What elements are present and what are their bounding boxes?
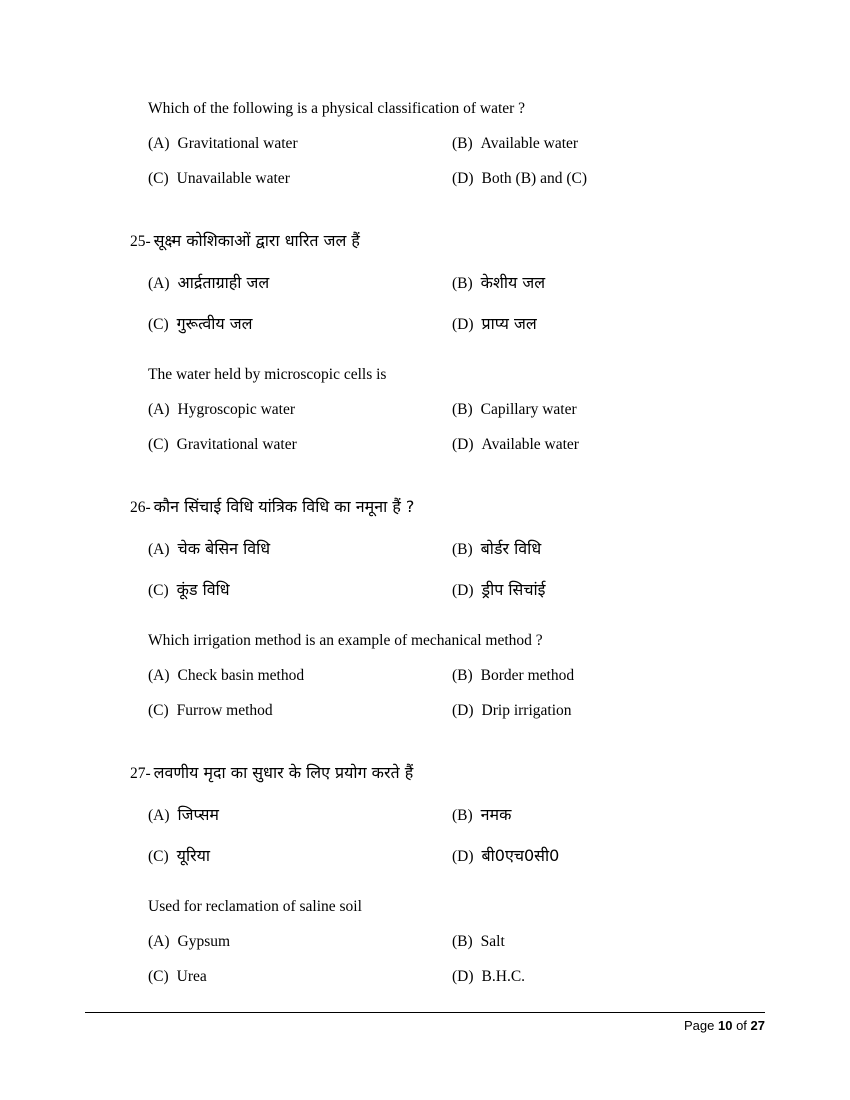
option-label: (D) <box>452 436 474 453</box>
option-label: (A) <box>148 667 170 684</box>
option-label: (A) <box>148 401 170 418</box>
option-c <box>148 844 452 869</box>
question-text: Which irrigation method is an example of mechanical method ? <box>148 632 543 649</box>
option-text: ड्रीप सिचांई <box>481 580 546 599</box>
option-label: (B) <box>452 541 473 558</box>
question-line <box>130 761 780 786</box>
options-grid <box>148 271 780 337</box>
options-grid <box>148 665 780 721</box>
option-text: Gypsum <box>177 933 231 950</box>
question-block-26-hindi <box>130 495 780 603</box>
option-label: (A) <box>148 933 170 950</box>
option-label: (C) <box>148 968 169 985</box>
option-label: (B) <box>452 401 473 418</box>
question-block-26-english <box>148 630 780 721</box>
option-label: (D) <box>452 170 474 187</box>
option-c <box>148 168 452 189</box>
question-line <box>130 229 780 254</box>
option-label: (C) <box>148 848 169 865</box>
option-c <box>148 700 452 721</box>
option-label: (C) <box>148 436 169 453</box>
question-number: 25- <box>130 233 151 250</box>
option-label: (A) <box>148 275 170 292</box>
options-grid <box>148 537 780 603</box>
option-label: (C) <box>148 702 169 719</box>
option-label: (C) <box>148 316 169 333</box>
option-d <box>452 312 780 337</box>
option-text: चेक बेसिन विधि <box>177 539 271 558</box>
option-d <box>452 966 780 987</box>
option-text: Check basin method <box>177 667 305 684</box>
option-label: (A) <box>148 807 170 824</box>
option-label: (A) <box>148 541 170 558</box>
page-footer <box>85 1012 765 1033</box>
option-text: बी0एच0सी0 <box>481 846 560 865</box>
option-text: गुरूत्वीय जल <box>176 314 253 333</box>
option-text: B.H.C. <box>481 968 526 985</box>
options-grid <box>148 803 780 869</box>
option-label: (B) <box>452 807 473 824</box>
question-block-25-hindi <box>130 229 780 337</box>
options-grid <box>148 931 780 987</box>
question-paper-content <box>130 98 780 987</box>
question-text: The water held by microscopic cells is <box>148 366 387 383</box>
option-a <box>148 133 452 154</box>
option-b <box>452 399 780 420</box>
option-a <box>148 537 452 562</box>
option-b <box>452 931 780 952</box>
question-block-25-english <box>148 364 780 455</box>
option-text: Hygroscopic water <box>177 401 296 418</box>
option-text: बोर्डर विधि <box>480 539 542 558</box>
option-text: Unavailable water <box>176 170 290 187</box>
option-label: (D) <box>452 848 474 865</box>
question-number: 27- <box>130 765 151 782</box>
option-b <box>452 537 780 562</box>
option-text: Both (B) and (C) <box>481 170 588 187</box>
option-d <box>452 844 780 869</box>
question-text: कौन सिंचाई विधि यांत्रिक विधि का नमूना हैं ? <box>153 497 415 516</box>
question-number: 26- <box>130 499 151 516</box>
options-grid <box>148 399 780 455</box>
option-text: Gravitational water <box>176 436 297 453</box>
option-text: Available water <box>480 135 579 152</box>
option-d <box>452 434 780 455</box>
option-c <box>148 966 452 987</box>
option-a <box>148 803 452 828</box>
option-text: यूरिया <box>176 846 211 865</box>
option-text: जिप्सम <box>177 805 219 824</box>
question-text: Which of the following is a physical classification of water ? <box>148 100 526 117</box>
option-text: कूंड विधि <box>176 580 230 599</box>
option-label: (C) <box>148 170 169 187</box>
option-text: Available water <box>481 436 579 453</box>
option-text: Capillary water <box>480 401 577 418</box>
option-text: Salt <box>480 933 505 950</box>
option-a <box>148 931 452 952</box>
question-block-27-english <box>148 896 780 987</box>
option-label: (D) <box>452 582 474 599</box>
option-label: (B) <box>452 933 473 950</box>
question-block-27-hindi <box>130 761 780 869</box>
question-line <box>130 495 780 520</box>
footer-page-current: 10 <box>717 1018 733 1033</box>
option-text: Border method <box>480 667 575 684</box>
option-a <box>148 399 452 420</box>
question-text: Used for reclamation of saline soil <box>148 898 362 915</box>
option-b <box>452 665 780 686</box>
option-text: केशीय जल <box>480 273 546 292</box>
option-text: नमक <box>480 805 512 824</box>
question-block-english <box>148 98 780 189</box>
footer-page-prefix: Page <box>684 1018 718 1033</box>
option-a <box>148 665 452 686</box>
option-label: (D) <box>452 968 474 985</box>
question-text: लवणीय मृदा का सुधार के लिए प्रयोग करते हैं <box>153 763 414 782</box>
option-label: (B) <box>452 667 473 684</box>
option-c <box>148 578 452 603</box>
option-b <box>452 133 780 154</box>
option-label: (C) <box>148 582 169 599</box>
option-text: Gravitational water <box>177 135 298 152</box>
footer-page-separator: of <box>732 1018 751 1033</box>
option-b <box>452 271 780 296</box>
footer-page-total: 27 <box>750 1018 765 1033</box>
option-d <box>452 700 780 721</box>
option-label: (A) <box>148 135 170 152</box>
option-text: Drip irrigation <box>481 702 572 719</box>
option-label: (D) <box>452 702 474 719</box>
option-c <box>148 312 452 337</box>
option-c <box>148 434 452 455</box>
option-text: Furrow method <box>176 702 273 719</box>
option-label: (D) <box>452 316 474 333</box>
option-text: आर्द्रताग्राही जल <box>177 273 270 292</box>
option-d <box>452 578 780 603</box>
option-b <box>452 803 780 828</box>
option-a <box>148 271 452 296</box>
option-text: प्राप्य जल <box>481 314 537 333</box>
options-grid <box>148 133 780 189</box>
option-label: (B) <box>452 275 473 292</box>
option-text: Urea <box>176 968 207 985</box>
question-text: सूक्ष्म कोशिकाओं द्वारा धारित जल हैं <box>153 231 360 250</box>
option-d <box>452 168 780 189</box>
option-label: (B) <box>452 135 473 152</box>
